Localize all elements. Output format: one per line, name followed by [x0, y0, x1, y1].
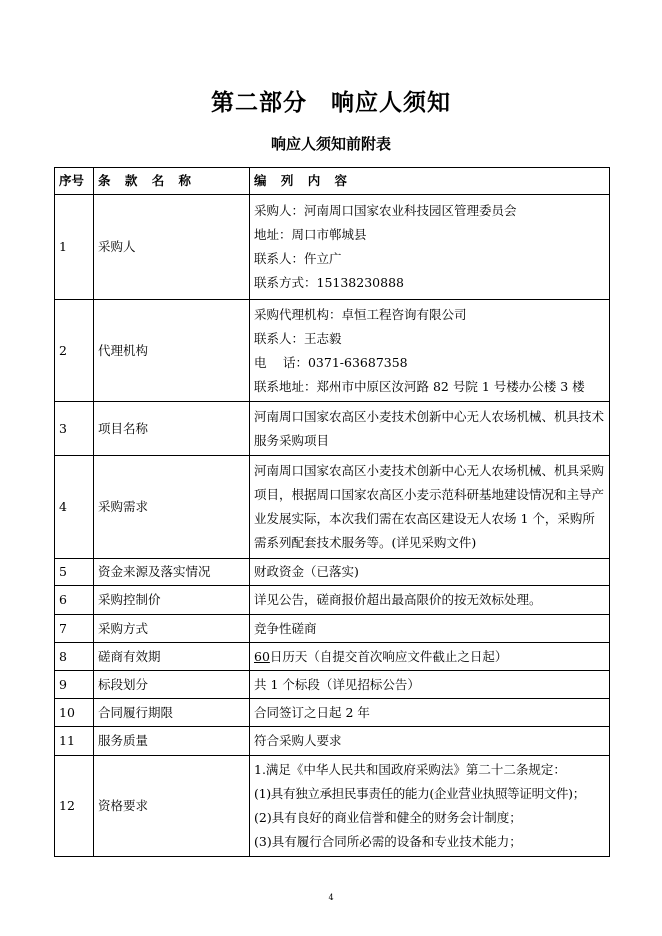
content-line: 联系人：王志毅 [254, 330, 342, 346]
table-row [55, 699, 610, 727]
table-row [55, 727, 610, 756]
content-line: 采购代理机构：卓恒工程咨询有限公司 [254, 306, 467, 322]
clause-name: 服务质量 [94, 727, 250, 756]
content-line: 联系方式：15138230888 [254, 275, 404, 290]
content-line: 河南周口国家农高区小麦技术创新中心无人农场机械、机具采购项目，根据周口国家农高区小麦示范科研基地建设情况和主导产业发展实际，本次我们需在农高区建设无人农场 1 个，采购所需系列配套技术服务等。(详见采购文件) [254, 463, 605, 550]
clause-content: 详见公告，磋商报价超出最高限价的按无效标处理。 [250, 586, 610, 615]
clause-name: 项目名称 [94, 402, 250, 456]
page-title: 第二部分 响应人须知 [211, 90, 451, 116]
table-row [55, 671, 610, 699]
table-row [55, 643, 610, 671]
content-line: 联系地址：郑州市中原区汝河路 82 号院 1 号楼办公楼 3 楼 [254, 378, 585, 394]
row-number: 2 [55, 300, 94, 402]
content-line: 1.满足《中华人民共和国政府采购法》第二十二条规定： [254, 762, 566, 777]
clause-content: 财政资金（已落实) [250, 559, 610, 586]
row-number: 1 [55, 195, 94, 300]
clause-name: 采购需求 [94, 456, 250, 559]
clause-content: 共 1 个标段（详见招标公告） [250, 671, 610, 699]
clause-name: 磋商有效期 [94, 643, 250, 671]
content-line: (3)具有履行合同所必需的设备和专业技术能力； [254, 834, 522, 849]
clause-name: 代理机构 [94, 300, 250, 402]
row-number: 9 [55, 671, 94, 699]
table-row [55, 559, 610, 586]
row-number: 11 [55, 727, 94, 756]
table-row [55, 756, 610, 857]
row-number: 5 [55, 559, 94, 586]
table-row [55, 195, 610, 300]
header-no: 序号 [55, 168, 94, 195]
table-row [55, 456, 610, 559]
header-content: 编 列 内 容 [250, 168, 610, 195]
clause-content: 合同签订之日起 2 年 [250, 699, 610, 727]
clause-content: 符合采购人要求 [250, 727, 610, 756]
content-line: 电 话：0371-63687358 [254, 354, 408, 370]
clause-content [250, 402, 610, 456]
row-number: 4 [55, 456, 94, 559]
header-clause-name: 条 款 名 称 [94, 168, 250, 195]
content-line: 地址：周口市郸城县 [254, 227, 367, 242]
table-title: 响应人须知前附表 [270, 135, 391, 153]
row-number: 7 [55, 615, 94, 643]
clause-content [250, 195, 610, 300]
content-line: (2)具有良好的商业信誉和健全的财务会计制度； [254, 810, 522, 825]
row-number: 10 [55, 699, 94, 727]
validity-text: 日历天（自提交首次响应文件截止之日起） [269, 648, 508, 664]
table-row [55, 300, 610, 402]
clause-name: 采购方式 [94, 615, 250, 643]
clause-name: 资金来源及落实情况 [94, 559, 250, 586]
clause-content [250, 456, 610, 559]
content-line: (1)具有独立承担民事责任的能力(企业营业执照等证明文件)； [254, 786, 585, 801]
table-row [55, 615, 610, 643]
row-number: 8 [55, 643, 94, 671]
clause-content [250, 300, 610, 402]
row-number: 3 [55, 402, 94, 456]
clause-content [250, 756, 610, 857]
content-line: 河南周口国家农高区小麦技术创新中心无人农场机械、机具技术服务采购项目 [254, 408, 605, 448]
page-number: 4 [328, 893, 334, 902]
clause-name: 采购控制价 [94, 586, 250, 615]
table-row [55, 586, 610, 615]
clause-content [250, 643, 610, 671]
content-line: 采购人：河南周口国家农业科技园区管理委员会 [254, 203, 517, 218]
clause-content: 竞争性磋商 [250, 615, 610, 643]
row-number: 6 [55, 586, 94, 615]
row-number: 12 [55, 756, 94, 857]
table-header-row [55, 168, 610, 195]
table-row [55, 402, 610, 456]
validity-days: 60 [254, 648, 270, 664]
clause-name: 采购人 [94, 195, 250, 300]
clause-name: 标段划分 [94, 671, 250, 699]
clause-name: 合同履行期限 [94, 699, 250, 727]
content-line: 联系人：仵立广 [254, 251, 342, 266]
instructions-table [54, 167, 610, 857]
clause-name: 资格要求 [94, 756, 250, 857]
